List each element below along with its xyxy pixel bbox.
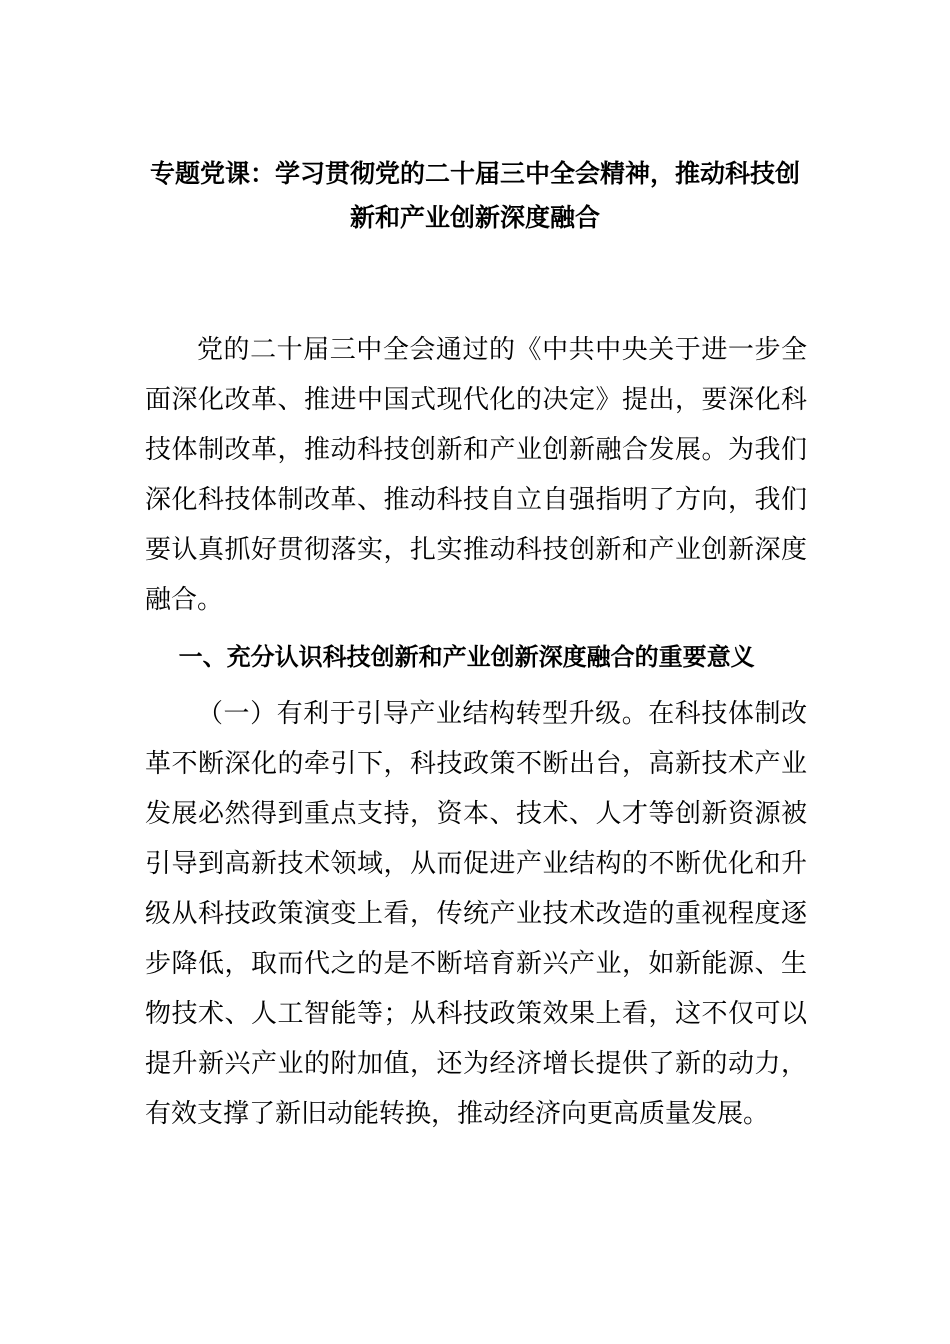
document-title: 专题党课：学习贯彻党的二十届三中全会精神，推动科技创新和产业创新深度融合 <box>149 159 800 232</box>
intro-paragraph: 党的二十届三中全会通过的《中共中央关于进一步全面深化改革、推进中国式现代化的决定》提出，要深化科技体制改革，推动科技创新和产业创新融合发展。为我们深化科技体制改革、推动科技自立自强指明了方向，我们要认真抓好贯彻落实，扎实推动科技创新和产业创新深度融合。 <box>145 335 807 615</box>
section-heading: 一、充分认识科技创新和产业创新深度融合的重要意义 <box>178 643 755 671</box>
document-body <box>145 325 807 1139</box>
section-paragraph: （一）有利于引导产业结构转型升级。在科技体制改革不断深化的牵引下，科技政策不断出台，高新技术产业发展必然得到重点支持，资本、技术、人才等创新资源被引导到高新技术领域，从而促进产业结构的不断优化和升级从科技政策演变上看，传统产业技术改造的重视程度逐步降低，取而代之的是不断培育新兴产业，如新能源、生物技术、人工智能等；从科技政策效果上看，这不仅可以提升新兴产业的附加值，还为经济增长提供了新的动力，有效支撑了新旧动能转换，推动经济向更高质量发展。 <box>145 699 807 1129</box>
